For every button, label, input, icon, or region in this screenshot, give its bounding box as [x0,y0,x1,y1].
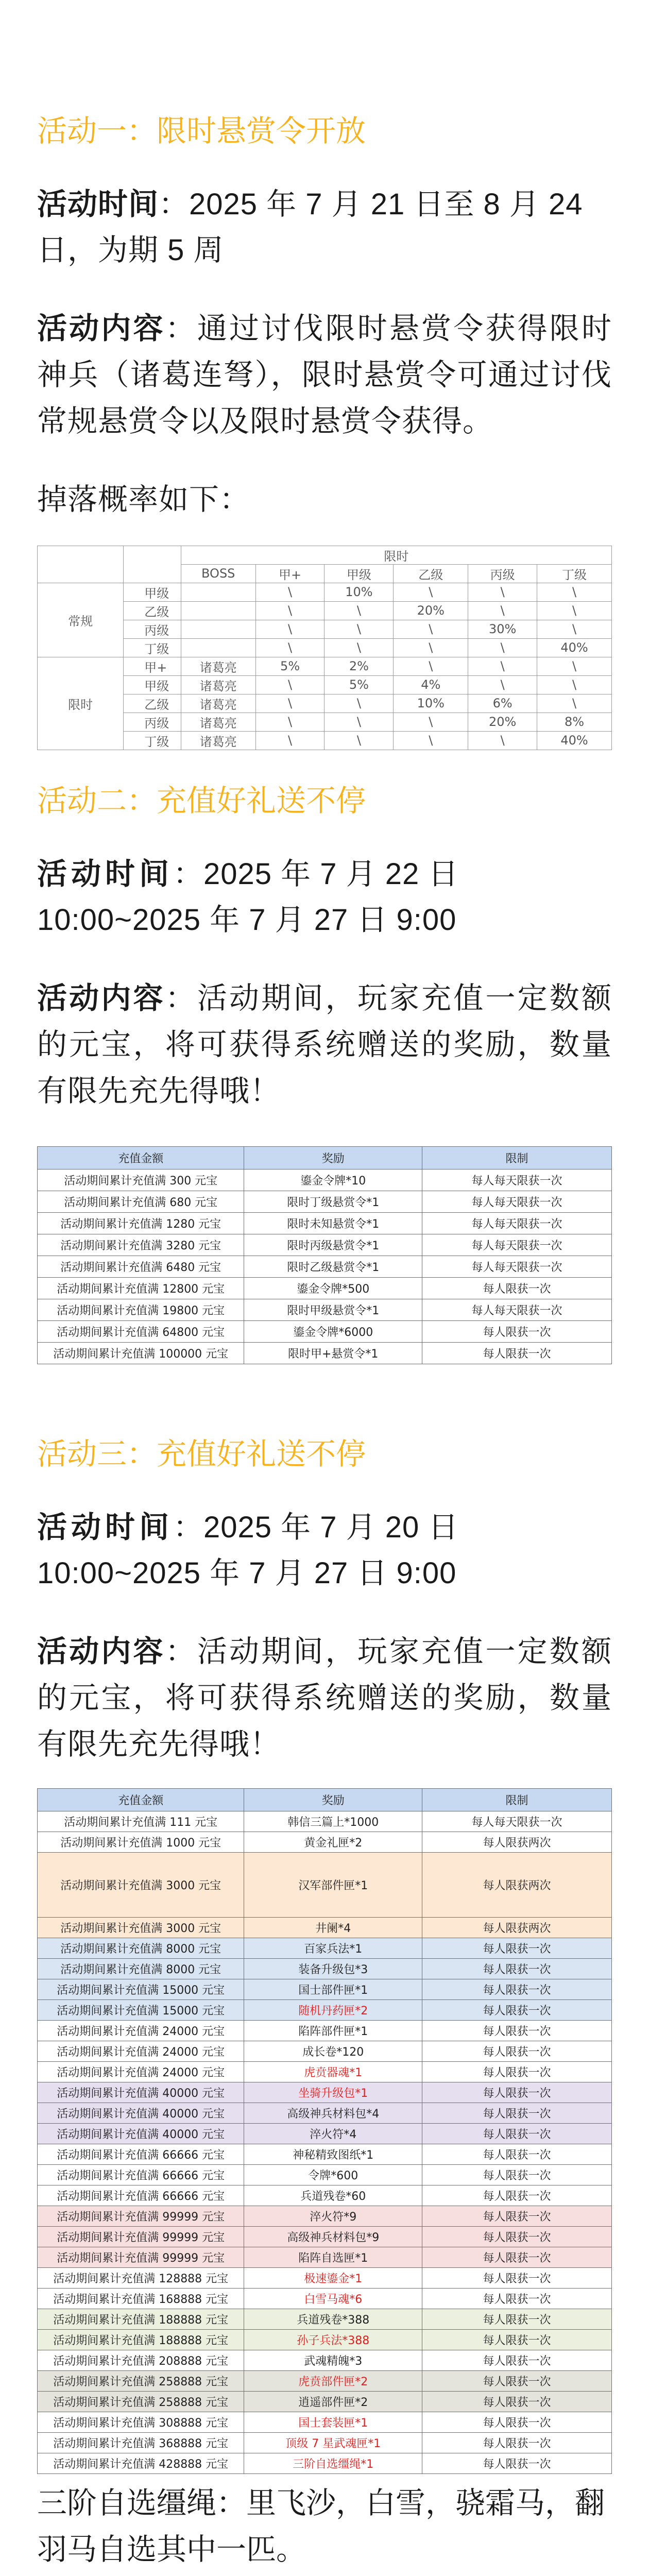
amount-cell: 活动期间累计充值满 24000 元宝 [38,2041,244,2062]
reward-cell: 孙子兵法*388 [244,2330,422,2350]
rate-cell: \ [255,675,324,694]
boss-cell: 诸葛亮 [181,675,255,694]
rate-cell: 2% [324,657,394,675]
amount-cell: 活动期间累计充值满 168888 元宝 [38,2289,244,2309]
rate-cell: \ [394,638,468,657]
reward-cell: 三阶自选缰绳*1 [244,2453,422,2474]
rate-cell: \ [394,731,468,750]
table-row [38,1277,612,1299]
amount-cell: 活动期间累计充值满 1280 元宝 [38,1212,244,1234]
amount-cell: 活动期间累计充值满 8000 元宝 [38,1938,244,1959]
rate-cell: 5% [255,657,324,675]
time-text: ：2025 年 7 月 20 日 10:00~2025 年 7 月 27 日 9:00 [37,1510,459,1590]
table-row [38,2371,612,2392]
rate-cell: \ [537,694,612,713]
amount-cell: 活动期间累计充值满 99999 元宝 [38,2206,244,2227]
section-3-time [37,1504,612,1597]
table-row [38,675,612,694]
amount-cell: 活动期间累计充值满 24000 元宝 [38,2062,244,2082]
rate-cell: \ [537,620,612,638]
grade-cell: 甲+ [124,657,181,675]
amount-cell: 活动期间累计充值满 12800 元宝 [38,1277,244,1299]
reward-cell: 限时丁级悬赏令*1 [244,1191,422,1212]
column-header: 甲+ [255,564,324,583]
row-group-label: 限时 [38,657,124,750]
reward-cell: 淬火符*4 [244,2124,422,2144]
rate-cell: \ [537,657,612,675]
rate-cell: \ [324,694,394,713]
grade-cell: 丁级 [124,731,181,750]
amount-cell: 活动期间累计充值满 300 元宝 [38,1169,244,1191]
table-row [38,2412,612,2433]
limit-cell: 每人限获一次 [422,2227,612,2247]
reward-cell: 陷阵自选匣*1 [244,2247,422,2268]
limit-cell: 每人每天限获一次 [422,1169,612,1191]
limit-cell: 每人限获两次 [422,1918,612,1938]
amount-cell: 活动期间累计充值满 208888 元宝 [38,2350,244,2371]
content-text: ：通过讨伐限时悬赏令获得限时神兵（诸葛连弩），限时悬赏令可通过讨伐常规悬赏令以及限时悬赏令获得。 [37,312,612,438]
table-row [38,2185,612,2206]
reward-cell: 国士套装匣*1 [244,2412,422,2433]
table-row [38,1234,612,1256]
reward-cell: 井阑*4 [244,1918,422,1938]
limit-cell: 每人每天限获一次 [422,1191,612,1212]
amount-cell: 活动期间累计充值满 40000 元宝 [38,2124,244,2144]
amount-cell: 活动期间累计充值满 188888 元宝 [38,2309,244,2330]
amount-cell: 活动期间累计充值满 100000 元宝 [38,1342,244,1364]
limit-cell: 每人限获两次 [422,1853,612,1918]
table-row [38,2062,612,2082]
rate-cell: \ [394,620,468,638]
reward-cell: 兵道残卷*388 [244,2309,422,2330]
rate-cell: \ [324,638,394,657]
limit-cell: 每人限获一次 [422,1979,612,2000]
limit-cell: 每人限获一次 [422,1959,612,1979]
reward-cell: 虎贲器魂*1 [244,2062,422,2082]
rate-cell: 4% [394,675,468,694]
rate-cell: \ [255,731,324,750]
rate-cell: \ [324,620,394,638]
amount-cell: 活动期间累计充值满 368888 元宝 [38,2433,244,2453]
column-header: 奖励 [244,1789,422,1811]
rate-cell: 40% [537,731,612,750]
table-row [38,1853,612,1918]
grade-cell: 丙级 [124,713,181,731]
section-1-time [37,181,612,274]
time-label: 活动时间 [37,857,174,891]
rate-cell: \ [255,694,324,713]
table-row [38,2165,612,2185]
amount-cell: 活动期间累计充值满 258888 元宝 [38,2392,244,2412]
limit-cell: 每人限获一次 [422,2289,612,2309]
rate-cell: \ [537,583,612,601]
table-row [38,1169,612,1191]
limit-cell: 每人限获一次 [422,2433,612,2453]
content-label: 活动内容 [37,1635,165,1669]
table-row [38,2206,612,2227]
group-header: 限时 [181,546,611,564]
table-row [38,583,612,601]
column-header: 丁级 [537,564,612,583]
amount-cell: 活动期间累计充值满 19800 元宝 [38,1299,244,1320]
limit-cell: 每人每天限获一次 [422,1299,612,1320]
table-row [38,2268,612,2289]
limit-cell: 每人限获一次 [422,2185,612,2206]
content-text: ：活动期间，玩家充值一定数额的元宝，将可获得系统赠送的奖励，数量有限先充先得哦！ [37,1635,612,1761]
amount-cell: 活动期间累计充值满 8000 元宝 [38,1959,244,1979]
table-row [38,1918,612,1938]
table-row [38,713,612,731]
limit-cell: 每人限获一次 [422,2330,612,2350]
recharge-table-2 [37,1146,612,1364]
rate-cell: \ [468,583,537,601]
table-row [38,2392,612,2412]
limit-cell: 每人限获两次 [422,1832,612,1853]
limit-cell: 每人限获一次 [422,1277,612,1299]
amount-cell: 活动期间累计充值满 3000 元宝 [38,1918,244,1938]
limit-cell: 每人限获一次 [422,2062,612,2082]
column-header: 限制 [422,1146,612,1169]
table-row [38,2227,612,2247]
table-row [38,1299,612,1320]
reward-cell: 兵道残卷*60 [244,2185,422,2206]
drop-intro: 掉落概率如下： [37,483,250,517]
section-3-content [37,1629,612,1768]
table-row [38,1212,612,1234]
reward-cell: 限时甲+悬赏令*1 [244,1342,422,1364]
table-row [38,2247,612,2268]
amount-cell: 活动期间累计充值满 308888 元宝 [38,2412,244,2433]
column-header: BOSS [181,564,255,583]
limit-cell: 每人限获一次 [422,2268,612,2289]
table-row [38,620,612,638]
reward-cell: 国士部件匣*1 [244,1979,422,2000]
reward-cell: 武魂精魄*3 [244,2350,422,2371]
table-row [38,2041,612,2062]
rate-cell: \ [468,675,537,694]
limit-cell: 每人限获一次 [422,2371,612,2392]
limit-cell: 每人限获一次 [422,2041,612,2062]
table-row [38,2330,612,2350]
rate-cell: 8% [537,713,612,731]
reward-cell: 限时未知悬赏令*1 [244,1212,422,1234]
reward-cell: 极速鎏金*1 [244,2268,422,2289]
table-row [38,657,612,675]
table-row [38,2350,612,2371]
table-row [38,2433,612,2453]
drop-rate-table [37,546,612,750]
boss-cell: 诸葛亮 [181,694,255,713]
column-header: 乙级 [394,564,468,583]
boss-cell [181,583,255,601]
grade-cell: 乙级 [124,694,181,713]
time-label: 活动时间 [37,1510,174,1544]
table-row [38,1979,612,2000]
rate-cell: \ [537,601,612,620]
table-row [38,2082,612,2103]
section-3-title: 活动三：充值好礼送不停 [37,1437,366,1471]
boss-cell: 诸葛亮 [181,713,255,731]
grade-cell: 丙级 [124,620,181,638]
table-row [38,731,612,750]
rate-cell: \ [468,657,537,675]
amount-cell: 活动期间累计充值满 111 元宝 [38,1811,244,1832]
table-row [38,2309,612,2330]
limit-cell: 每人每天限获一次 [422,1811,612,1832]
rate-cell: \ [324,601,394,620]
reward-cell: 韩信三篇上*1000 [244,1811,422,1832]
table-row [38,2453,612,2474]
rate-cell: 10% [394,694,468,713]
time-text: ：2025 年 7 月 21 日至 8 月 24 日，为期 5 周 [37,187,583,267]
reward-cell: 坐骑升级包*1 [244,2082,422,2103]
amount-cell: 活动期间累计充值满 6480 元宝 [38,1256,244,1277]
amount-cell: 活动期间累计充值满 3280 元宝 [38,1234,244,1256]
reward-cell: 令牌*600 [244,2165,422,2185]
table-row [38,2144,612,2165]
rate-cell: \ [255,713,324,731]
column-header: 甲级 [324,564,394,583]
reward-cell: 顶级 7 星武魂匣*1 [244,2433,422,2453]
blank-cell [124,546,181,583]
amount-cell: 活动期间累计充值满 428888 元宝 [38,2453,244,2474]
rate-cell: \ [255,601,324,620]
reins-note: 三阶自选缰绳：里飞沙，白雪，骁霜马，翻羽马自选其中一匹。 [37,2486,605,2566]
limit-cell: 每人限获一次 [422,2144,612,2165]
table-row [38,2103,612,2124]
reward-cell: 虎贲部件匣*2 [244,2371,422,2392]
column-header: 奖励 [244,1146,422,1169]
reward-cell: 百家兵法*1 [244,1938,422,1959]
reward-cell: 白雪马魂*6 [244,2289,422,2309]
column-header: 丙级 [468,564,537,583]
reward-cell: 神秘精致图纸*1 [244,2144,422,2165]
limit-cell: 每人限获一次 [422,2082,612,2103]
section-2-content [37,975,612,1114]
reward-cell: 黄金礼匣*2 [244,1832,422,1853]
limit-cell: 每人限获一次 [422,1342,612,1364]
rate-cell: 20% [394,601,468,620]
rate-cell: \ [324,713,394,731]
reward-cell: 鎏金令牌*500 [244,1277,422,1299]
reward-cell: 装备升级包*3 [244,1959,422,1979]
section-1-content [37,306,612,445]
reward-cell: 鎏金令牌*10 [244,1169,422,1191]
limit-cell: 每人每天限获一次 [422,1256,612,1277]
boss-cell [181,601,255,620]
rate-cell: 40% [537,638,612,657]
grade-cell: 乙级 [124,601,181,620]
limit-cell: 每人限获一次 [422,2206,612,2227]
amount-cell: 活动期间累计充值满 15000 元宝 [38,2000,244,2021]
rate-cell: \ [394,713,468,731]
reward-cell: 限时乙级悬赏令*1 [244,1256,422,1277]
grade-cell: 甲级 [124,583,181,601]
grade-cell: 甲级 [124,675,181,694]
table-row [38,2021,612,2041]
reward-cell: 淬火符*9 [244,2206,422,2227]
rate-cell: 20% [468,713,537,731]
boss-cell: 诸葛亮 [181,657,255,675]
reward-cell: 陷阵部件匣*1 [244,2021,422,2041]
amount-cell: 活动期间累计充值满 66666 元宝 [38,2165,244,2185]
amount-cell: 活动期间累计充值满 64800 元宝 [38,1320,244,1342]
amount-cell: 活动期间累计充值满 15000 元宝 [38,1979,244,2000]
limit-cell: 每人限获一次 [422,2453,612,2474]
limit-cell: 每人限获一次 [422,2124,612,2144]
table-row [38,1191,612,1212]
rate-cell: 5% [324,675,394,694]
amount-cell: 活动期间累计充值满 680 元宝 [38,1191,244,1212]
limit-cell: 每人限获一次 [422,2103,612,2124]
grade-cell: 丁级 [124,638,181,657]
limit-cell: 每人限获一次 [422,2165,612,2185]
section-2-time [37,851,612,944]
limit-cell: 每人限获一次 [422,2247,612,2268]
rate-cell: 30% [468,620,537,638]
limit-cell: 每人限获一次 [422,2392,612,2412]
column-header: 充值金额 [38,1146,244,1169]
amount-cell: 活动期间累计充值满 99999 元宝 [38,2227,244,2247]
content-text: ：活动期间，玩家充值一定数额的元宝，将可获得系统赠送的奖励，数量有限先充先得哦！ [37,981,612,1108]
rate-cell: \ [537,675,612,694]
limit-cell: 每人限获一次 [422,2412,612,2433]
table-row [38,2000,612,2021]
reward-cell: 鎏金令牌*6000 [244,1320,422,1342]
amount-cell: 活动期间累计充值满 40000 元宝 [38,2082,244,2103]
limit-cell: 每人限获一次 [422,2350,612,2371]
reward-cell: 高级神兵材料包*4 [244,2103,422,2124]
rate-cell: \ [468,638,537,657]
table-row [38,638,612,657]
boss-cell [181,620,255,638]
table-row [38,1832,612,1853]
section-1-title: 活动一：限时悬赏令开放 [37,114,366,148]
section-2-title: 活动二：充值好礼送不停 [37,784,366,818]
limit-cell: 每人限获一次 [422,1320,612,1342]
content-label: 活动内容 [37,312,165,346]
reward-cell: 随机丹药匣*2 [244,2000,422,2021]
table-row [38,694,612,713]
table-row [38,1342,612,1364]
rate-cell: 10% [324,583,394,601]
drop-header-row [38,546,612,564]
amount-cell: 活动期间累计充值满 1000 元宝 [38,1832,244,1853]
rate-cell: \ [394,583,468,601]
amount-cell: 活动期间累计充值满 66666 元宝 [38,2144,244,2165]
rate-cell: \ [255,620,324,638]
amount-cell: 活动期间累计充值满 24000 元宝 [38,2021,244,2041]
rate-cell: \ [468,601,537,620]
rate-cell: \ [255,638,324,657]
table-row [38,1811,612,1832]
amount-cell: 活动期间累计充值满 66666 元宝 [38,2185,244,2206]
row-group-label: 常规 [38,583,124,657]
table-row [38,1256,612,1277]
rate-cell: \ [394,657,468,675]
limit-cell: 每人限获一次 [422,2309,612,2330]
boss-cell: 诸葛亮 [181,731,255,750]
rate-cell: \ [468,731,537,750]
reward-cell: 汉军部件匣*1 [244,1853,422,1918]
reward-cell: 高级神兵材料包*9 [244,2227,422,2247]
time-label: 活动时间 [37,187,159,221]
time-text: ：2025 年 7 月 22 日 10:00~2025 年 7 月 27 日 9:00 [37,857,459,937]
limit-cell: 每人限获一次 [422,2000,612,2021]
table-row [38,601,612,620]
table-row [38,1938,612,1959]
limit-cell: 每人限获一次 [422,2021,612,2041]
rate-cell: \ [255,583,324,601]
column-header: 限制 [422,1789,612,1811]
amount-cell: 活动期间累计充值满 258888 元宝 [38,2371,244,2392]
table-row [38,1959,612,1979]
recharge-table-3 [37,1788,612,2474]
content-label: 活动内容 [37,981,165,1015]
reward-cell: 限时甲级悬赏令*1 [244,1299,422,1320]
table-row [38,2289,612,2309]
amount-cell: 活动期间累计充值满 3000 元宝 [38,1853,244,1918]
amount-cell: 活动期间累计充值满 188888 元宝 [38,2330,244,2350]
amount-cell: 活动期间累计充值满 40000 元宝 [38,2103,244,2124]
amount-cell: 活动期间累计充值满 99999 元宝 [38,2247,244,2268]
table-header-row [38,1146,612,1169]
column-header: 充值金额 [38,1789,244,1811]
table-row [38,1320,612,1342]
limit-cell: 每人每天限获一次 [422,1234,612,1256]
table-row [38,2124,612,2144]
limit-cell: 每人每天限获一次 [422,1212,612,1234]
limit-cell: 每人限获一次 [422,1938,612,1959]
boss-cell [181,638,255,657]
reward-cell: 限时丙级悬赏令*1 [244,1234,422,1256]
table-header-row [38,1789,612,1811]
reward-cell: 逍遥部件匣*2 [244,2392,422,2412]
blank-cell [38,546,124,583]
rate-cell: 6% [468,694,537,713]
amount-cell: 活动期间累计充值满 128888 元宝 [38,2268,244,2289]
rate-cell: \ [324,731,394,750]
reward-cell: 成长卷*120 [244,2041,422,2062]
